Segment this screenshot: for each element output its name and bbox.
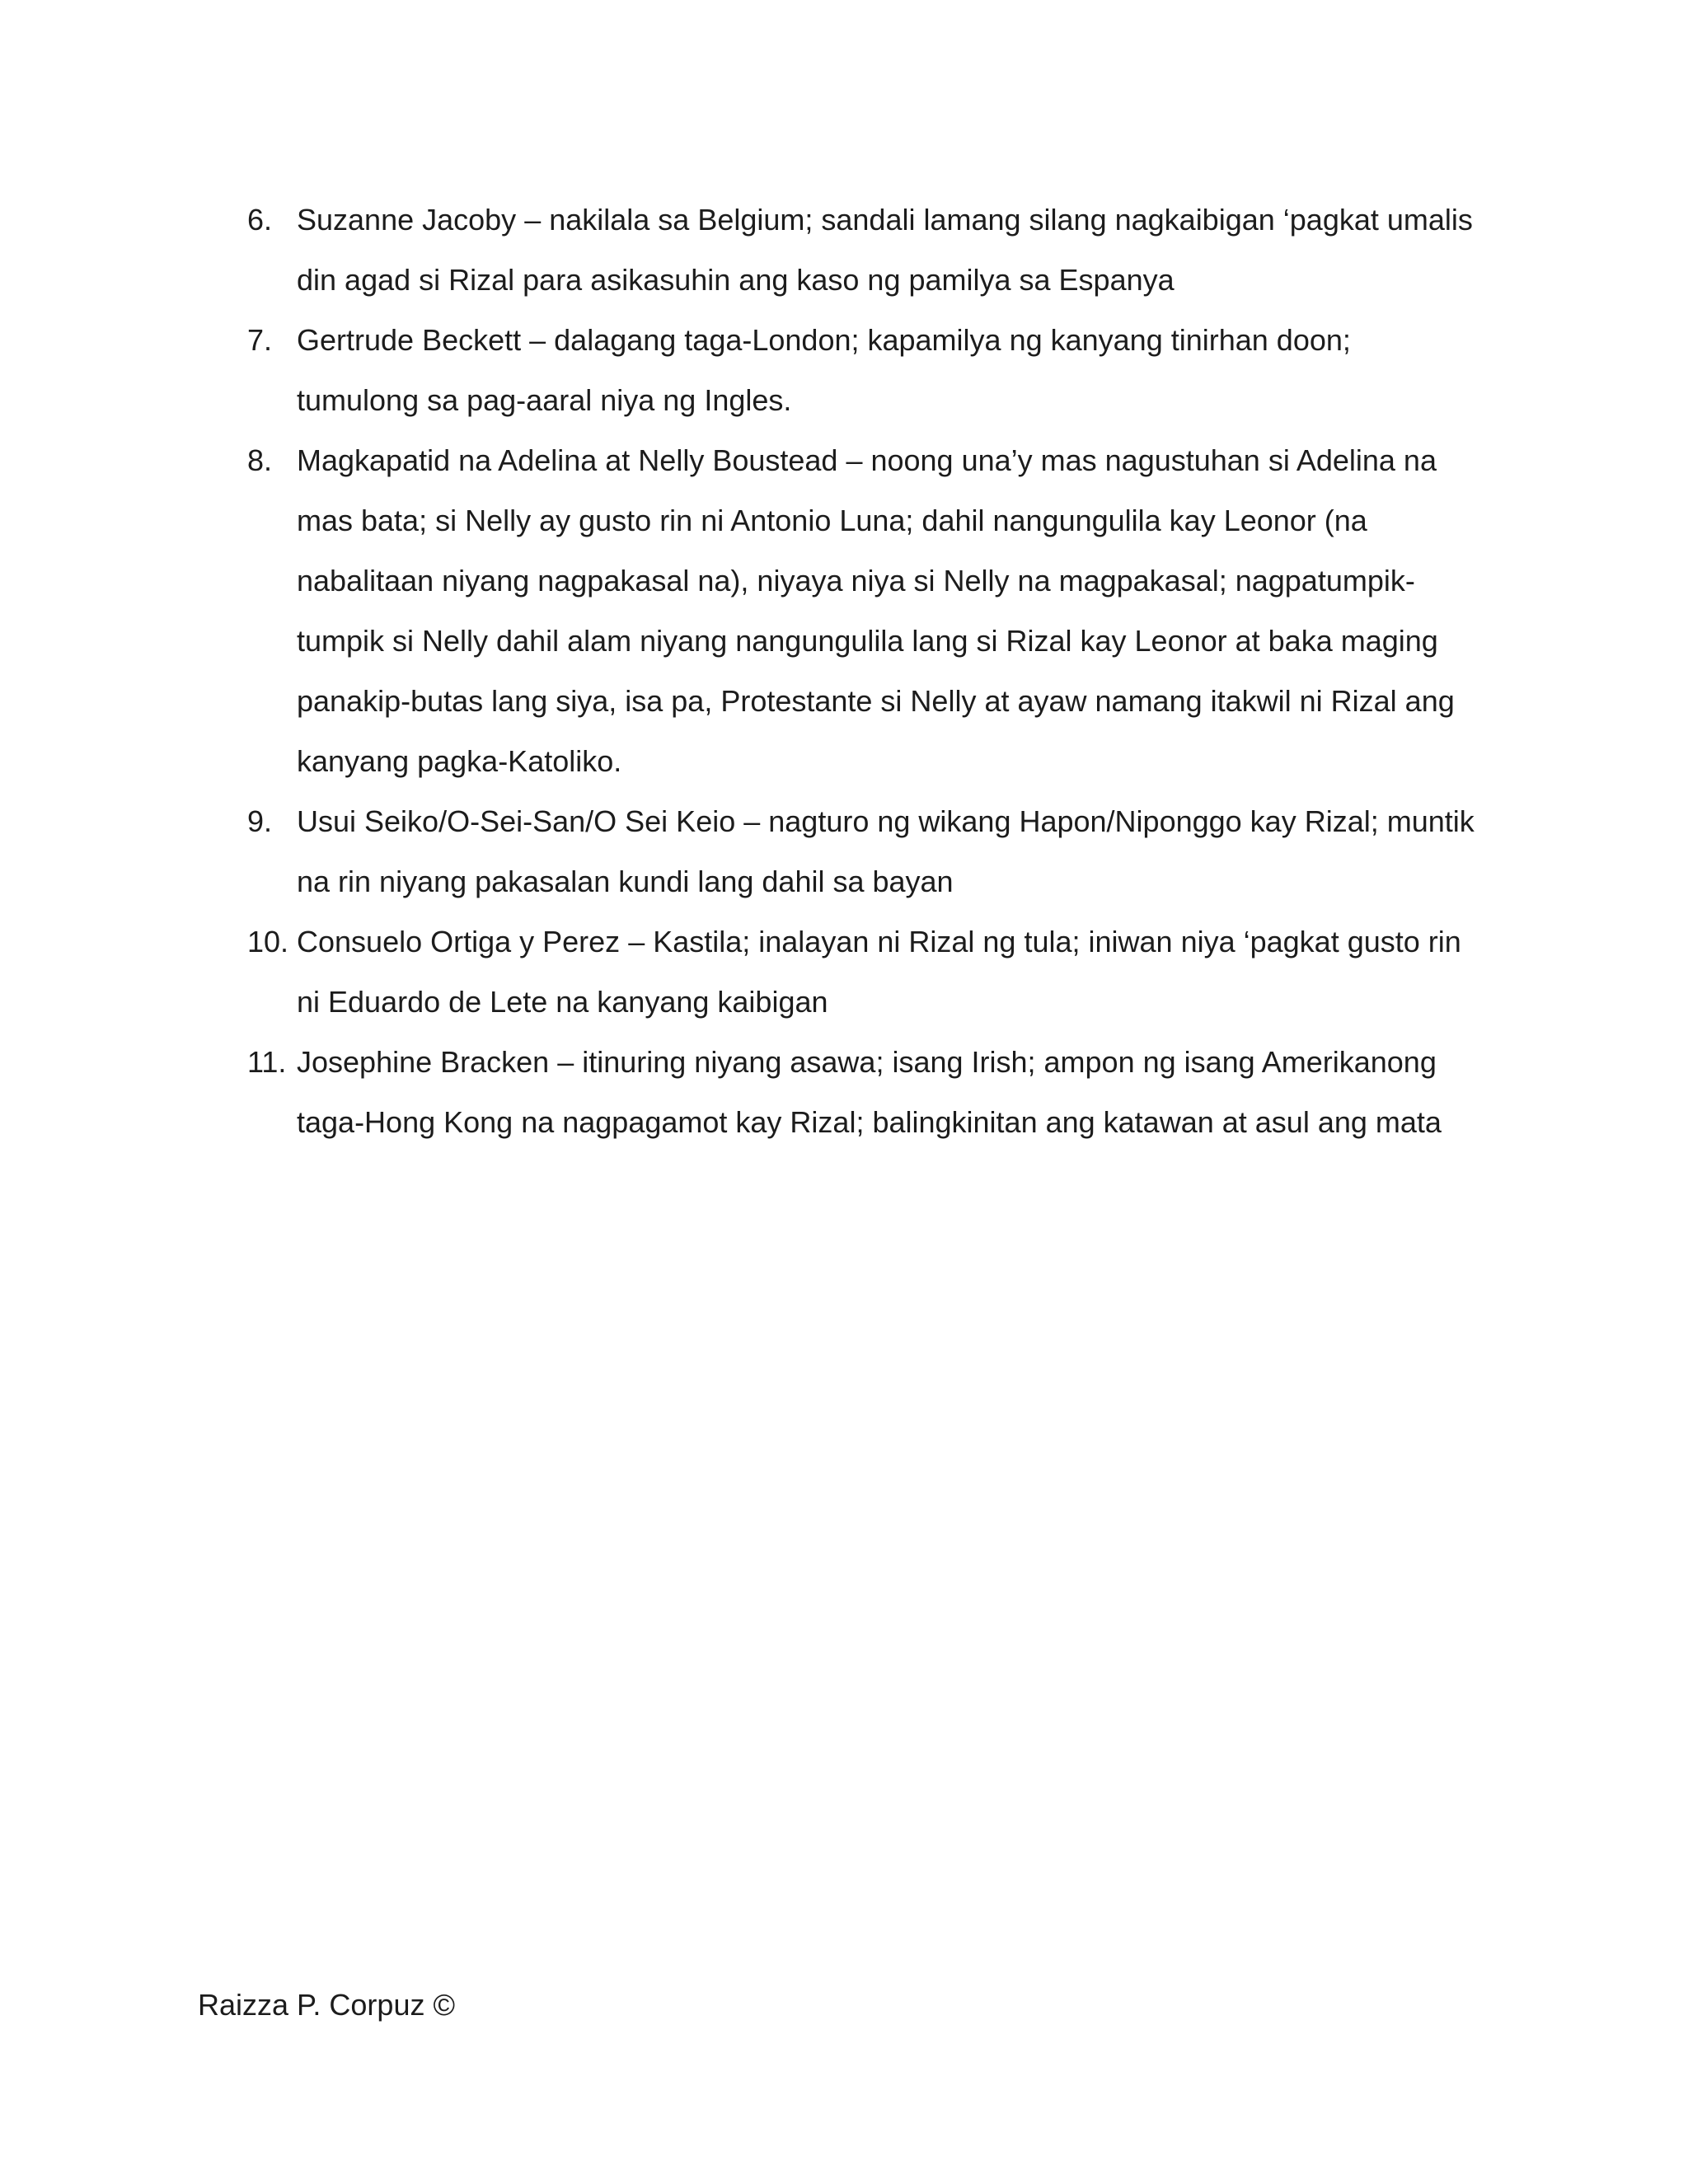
list-item-text: Usui Seiko/O-Sei-San/O Sei Keio – nagturo ng wikang Hapon/Niponggo kay Rizal; muntik na rin niyang pakasalan kundi lang dahil sa bayan	[297, 804, 1475, 898]
list-item-number: 11.	[247, 1045, 287, 1079]
list-item-text: Magkapatid na Adelina at Nelly Boustead – noong una’y mas nagustuhan si Adelina na mas bata; si Nelly ay gusto rin ni Antonio Luna; dahil nangungulila kay Leonor (na nabalitaan niyang nagpakasal na), niyaya niya si Nelly na magpakasal; nagpatumpik- tumpik si Nelly dahil alam niyang nangungulila lang si Rizal kay Leonor at baka maging panakip-butas lang siya, isa pa, Protestante si Nelly at ayaw namang itakwil ni Rizal ang kanyang pagka-Katoliko.	[297, 443, 1455, 778]
list-item-number: 6.	[247, 203, 273, 237]
list-item-number: 7.	[247, 323, 273, 357]
list-item-number: 8.	[247, 443, 273, 477]
list-item-text: Josephine Bracken – itinuring niyang asawa; isang Irish; ampon ng isang Amerikanong taga-Hong Kong na nagpagamot kay Rizal; balingkinitan ang katawan at asul ang mata	[297, 1045, 1442, 1139]
list-item-text: Consuelo Ortiga y Perez – Kastila; inalayan ni Rizal ng tula; iniwan niya ‘pagkat gusto rin ni Eduardo de Lete na kanyang kaibigan	[297, 925, 1461, 1019]
list-item	[247, 430, 1500, 791]
list-item-number: 9.	[247, 804, 273, 838]
list-item	[247, 310, 1500, 430]
list-item	[247, 190, 1500, 310]
footer-copyright: Raizza P. Corpuz ©	[198, 1988, 455, 2022]
list-item-text: Gertrude Beckett – dalagang taga-London; kapamilya ng kanyang tinirhan doon; tumulong sa pag-aaral niya ng Ingles.	[297, 323, 1351, 417]
list-item-text: Suzanne Jacoby – nakilala sa Belgium; sandali lamang silang nagkaibigan ‘pagkat umalis din agad si Rizal para asikasuhin ang kaso ng pamilya sa Espanya	[297, 203, 1473, 297]
list-item	[247, 1032, 1500, 1152]
list-item	[247, 912, 1500, 1032]
list-item-number: 10.	[247, 925, 289, 958]
numbered-list	[247, 190, 1500, 1152]
list-item	[247, 791, 1500, 912]
